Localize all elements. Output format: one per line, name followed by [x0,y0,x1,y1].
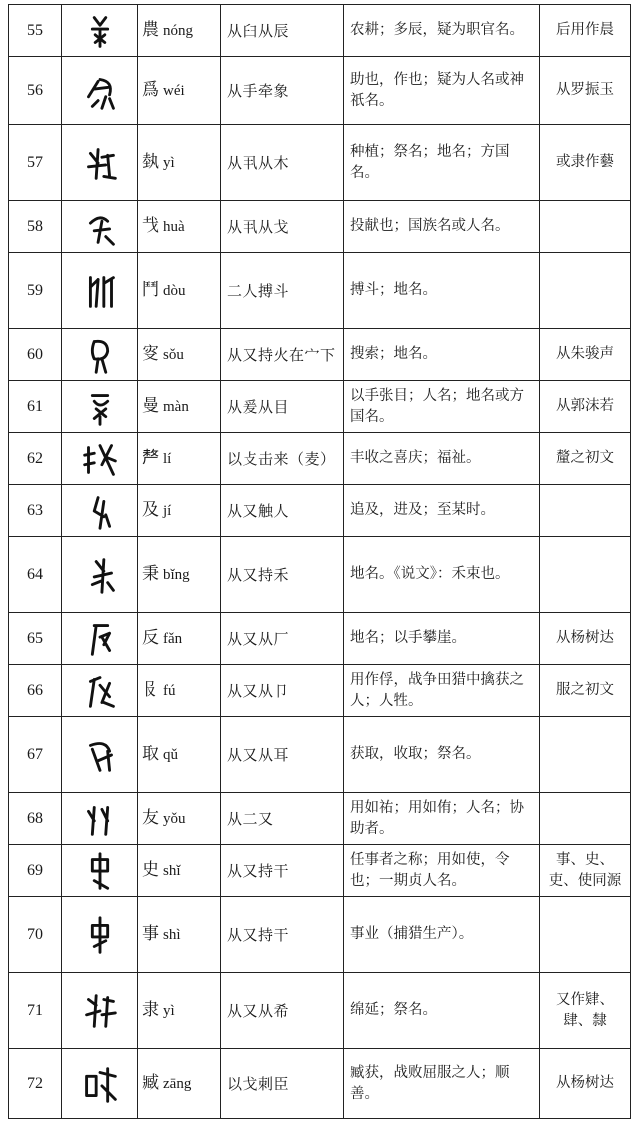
oracle-glyph-drawing [80,332,120,378]
table-row [9,253,631,329]
oracle-glyph-drawing [80,8,120,54]
table-row [9,125,631,201]
meaning: 搏斗；地名。 [344,253,540,329]
pinyin: zāng [163,1076,192,1092]
oracle-glyph-drawing [80,732,120,778]
glyph-strokes [94,497,109,528]
oracle-glyph-drawing [80,384,120,430]
modern-character-cell [138,381,221,433]
entry-number: 60 [9,329,62,381]
table-row [9,485,631,537]
meaning: 获取，收取；祭名。 [344,717,540,793]
oracle-glyph-image [62,973,138,1049]
entry-number: 70 [9,897,62,973]
glyph-strokes [92,917,107,952]
note: 从罗振玉 [540,57,631,125]
modern-character: 𠩺 [142,448,159,468]
pinyin: qǔ [163,747,178,763]
pinyin: huà [163,219,185,235]
oracle-glyph-drawing [80,796,120,842]
oracle-glyph-drawing [80,268,120,314]
composition: 以戈刺臣 [221,1049,344,1119]
modern-character-cell [138,253,221,329]
pinyin: yì [163,155,175,171]
meaning: 投献也；国族名或人名。 [344,201,540,253]
oracle-glyph-drawing [80,488,120,534]
entry-number: 63 [9,485,62,537]
table-row [9,897,631,973]
oracle-glyph-image [62,5,138,57]
meaning: 追及，进及；至某时。 [344,485,540,537]
oracle-glyph-drawing [80,436,120,482]
oracle-glyph-drawing [80,204,120,250]
oracle-glyph-image [62,793,138,845]
oracle-glyph-drawing [80,1061,120,1107]
modern-character-cell [138,433,221,485]
modern-character: 史 [142,860,159,880]
table-row [9,381,631,433]
composition: 从又从卩 [221,665,344,717]
composition: 从又持火在宀下 [221,329,344,381]
composition: 从又持禾 [221,537,344,613]
oracle-glyph-image [62,665,138,717]
oracle-glyph-image [62,433,138,485]
composition: 从臼从辰 [221,5,344,57]
entry-number: 65 [9,613,62,665]
pinyin: màn [163,399,189,415]
glyph-strokes [88,149,115,178]
oracle-glyph-image [62,845,138,897]
glyph-strokes [88,79,113,108]
table-row [9,845,631,897]
entry-number: 62 [9,433,62,485]
glyph-strokes [90,743,111,770]
modern-character-cell [138,665,221,717]
table-row [9,613,631,665]
modern-character-cell [138,897,221,973]
meaning: 地名；以手攀崖。 [344,613,540,665]
oracle-glyph-image [62,485,138,537]
modern-character-cell [138,973,221,1049]
meaning: 以手张目；人名；地名或方国名。 [344,381,540,433]
modern-character: 事 [142,924,159,944]
note: 事、史、吏、使同源 [540,845,631,897]
pinyin: wéi [163,83,185,99]
oracle-glyph-image [62,537,138,613]
meaning: 助也，作也；疑为人名或神祇名。 [344,57,540,125]
oracle-glyph-image [62,253,138,329]
meaning: 臧获，战败屈服之人；顺善。 [344,1049,540,1119]
modern-character-cell [138,1049,221,1119]
oracle-glyph-drawing [80,552,120,598]
character-table-page [8,4,630,1119]
glyph-strokes [92,559,113,592]
oracle-glyph-drawing [80,912,120,958]
meaning: 搜索；地名。 [344,329,540,381]
pinyin: yì [163,1003,175,1019]
note: 从杨树达 [540,1049,631,1119]
composition: 二人搏斗 [221,253,344,329]
table-row [9,973,631,1049]
pinyin: sǒu [163,347,184,363]
modern-character-cell [138,5,221,57]
oracle-glyph-image [62,1049,138,1119]
meaning: 用作俘，战争田猎中擒获之人；人牲。 [344,665,540,717]
entry-number: 56 [9,57,62,125]
oracle-glyph-drawing [80,988,120,1034]
note: 从朱骏声 [540,329,631,381]
meaning: 农耕；多辰，疑为职官名。 [344,5,540,57]
modern-character-cell [138,201,221,253]
composition: 从手牵象 [221,57,344,125]
modern-character: 埶 [142,152,159,172]
composition: 从爰从目 [221,381,344,433]
modern-character: 秉 [142,564,159,584]
modern-character-cell [138,793,221,845]
modern-character: 及 [142,500,159,520]
table-row [9,201,631,253]
glyph-strokes [86,1068,115,1101]
oracle-glyph-drawing [80,68,120,114]
composition: 从二又 [221,793,344,845]
note [540,793,631,845]
note [540,201,631,253]
note: 釐之初文 [540,433,631,485]
modern-character-cell [138,537,221,613]
composition: 从又从厂 [221,613,344,665]
entry-number: 71 [9,973,62,1049]
pinyin: jí [163,503,172,519]
oracle-glyph-image [62,897,138,973]
glyph-strokes [92,853,107,888]
glyph-strokes [92,341,107,372]
modern-character: 農 [142,20,159,40]
composition: 从又触人 [221,485,344,537]
oracle-glyph-image [62,717,138,793]
oracle-glyph-image [62,57,138,125]
table-row [9,5,631,57]
entry-number: 68 [9,793,62,845]
modern-character: 友 [142,808,159,828]
modern-character: 叜 [142,344,159,364]
entry-number: 59 [9,253,62,329]
oracle-glyph-drawing [80,616,120,662]
table-row [9,537,631,613]
composition: 从又持干 [221,897,344,973]
entry-number: 66 [9,665,62,717]
meaning: 绵延；祭名。 [344,973,540,1049]
modern-character-cell [138,485,221,537]
composition: 从丮从木 [221,125,344,201]
entry-number: 57 [9,125,62,201]
note: 又作肄、肆、隸 [540,973,631,1049]
meaning: 任事者之称；用如使，令也；一期贞人名。 [344,845,540,897]
meaning: 事业（捕猎生产）。 [344,897,540,973]
pinyin: fú [163,683,176,699]
entry-number: 58 [9,201,62,253]
pinyin: fǎn [163,631,183,647]
pinyin: shǐ [163,863,181,879]
table-row [9,665,631,717]
table-body [9,5,631,1119]
table-row [9,57,631,125]
meaning: 丰收之喜庆；福祉。 [344,433,540,485]
composition: 从又从耳 [221,717,344,793]
glyph-strokes [92,625,109,654]
pinyin: dòu [163,283,186,299]
modern-character: 𠬝 [142,680,159,700]
entry-number: 72 [9,1049,62,1119]
entry-number: 67 [9,717,62,793]
pinyin: yǒu [163,811,186,827]
modern-character: 曼 [142,396,159,416]
oracle-glyph-image [62,329,138,381]
pinyin: lí [163,451,172,467]
oracle-glyph-image [62,201,138,253]
entry-number: 69 [9,845,62,897]
oracle-bone-character-table [8,4,631,1119]
table-row [9,433,631,485]
note: 或隶作藝 [540,125,631,201]
modern-character-cell [138,717,221,793]
note: 服之初文 [540,665,631,717]
composition: 以攴击来（麦） [221,433,344,485]
modern-character-cell [138,125,221,201]
oracle-glyph-image [62,381,138,433]
modern-character-cell [138,57,221,125]
modern-character: 隶 [142,1000,159,1020]
note [540,485,631,537]
oracle-glyph-drawing [80,668,120,714]
glyph-strokes [86,995,115,1026]
modern-character: 爲 [142,80,159,100]
composition: 从丮从戈 [221,201,344,253]
modern-character-cell [138,613,221,665]
modern-character: 臧 [142,1073,159,1093]
glyph-strokes [88,807,107,834]
composition: 从又持干 [221,845,344,897]
modern-character: 反 [142,628,159,648]
table-row [9,1049,631,1119]
table-row [9,717,631,793]
meaning: 种植；祭名；地名；方国名。 [344,125,540,201]
glyph-strokes [90,217,113,243]
oracle-glyph-drawing [80,848,120,894]
oracle-glyph-drawing [80,140,120,186]
modern-character-cell [138,329,221,381]
glyph-strokes [92,395,107,424]
glyph-strokes [90,677,113,706]
note: 后用作晨 [540,5,631,57]
note [540,537,631,613]
modern-character: 鬥 [142,280,159,300]
note [540,897,631,973]
modern-character-cell [138,845,221,897]
meaning: 用如祐；用如侑；人名；协助者。 [344,793,540,845]
entry-number: 55 [9,5,62,57]
note: 从郭沫若 [540,381,631,433]
pinyin: nóng [163,23,193,39]
oracle-glyph-image [62,125,138,201]
entry-number: 61 [9,381,62,433]
pinyin: bǐng [163,567,190,583]
composition: 从又从希 [221,973,344,1049]
glyph-strokes [90,277,113,306]
note [540,253,631,329]
glyph-strokes [84,445,115,474]
meaning: 地名。《说文》：禾束也。 [344,537,540,613]
note [540,717,631,793]
oracle-glyph-image [62,613,138,665]
pinyin: shì [163,927,181,943]
glyph-strokes [92,17,107,46]
table-row [9,793,631,845]
entry-number: 64 [9,537,62,613]
modern-character: 𢦏 [142,216,159,236]
table-row [9,329,631,381]
modern-character: 取 [142,744,159,764]
note: 从杨树达 [540,613,631,665]
